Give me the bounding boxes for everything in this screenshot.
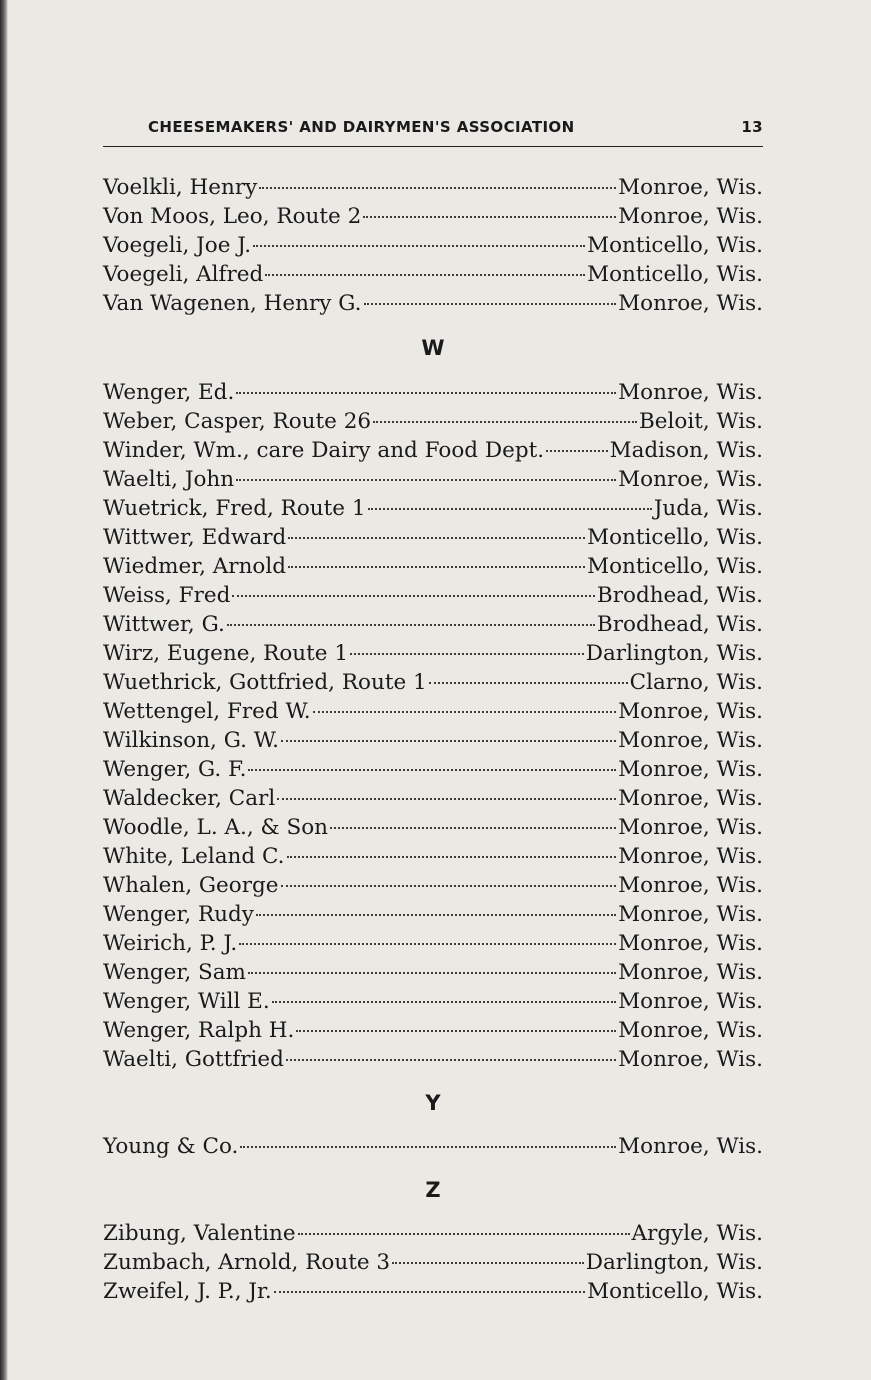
directory-entry <box>103 610 763 639</box>
section-letter-heading: Z <box>425 1178 441 1202</box>
member-location: Darlington, Wis. <box>585 641 763 666</box>
member-location: Monticello, Wis. <box>587 1279 763 1304</box>
member-name: Wenger, G. F. <box>103 757 247 782</box>
dot-leader <box>272 1001 616 1003</box>
dot-leader <box>281 740 616 742</box>
dot-leader <box>259 187 616 189</box>
directory-entry <box>103 929 763 958</box>
member-name: Weirich, P. J. <box>103 931 238 956</box>
header-rule <box>103 146 763 147</box>
directory-entry <box>103 842 763 871</box>
dot-leader <box>363 216 616 218</box>
member-location: Juda, Wis. <box>653 496 763 521</box>
dot-leader <box>392 1262 584 1264</box>
member-location: Monticello, Wis. <box>587 554 763 579</box>
member-location: Monroe, Wis. <box>618 960 763 985</box>
member-name: Waldecker, Carl <box>103 786 276 811</box>
directory-entry <box>103 871 763 900</box>
member-name: Zweifel, J. P., Jr. <box>103 1279 272 1304</box>
directory-entry <box>103 813 763 842</box>
member-location: Monroe, Wis. <box>618 873 763 898</box>
dot-leader <box>274 1291 585 1293</box>
member-name: Wenger, Will E. <box>103 989 270 1014</box>
running-header-title: CHEESEMAKERS' AND DAIRYMEN'S ASSOCIATION <box>148 118 575 136</box>
member-location: Monroe, Wis. <box>618 1047 763 1072</box>
member-name: Von Moos, Leo, Route 2 <box>103 204 362 229</box>
member-location: Beloit, Wis. <box>639 409 763 434</box>
member-name: Young & Co. <box>103 1134 239 1159</box>
member-location: Monroe, Wis. <box>618 380 763 405</box>
directory-entry <box>103 465 763 494</box>
dot-leader <box>253 245 585 247</box>
member-location: Monroe, Wis. <box>618 467 763 492</box>
directory-entry <box>103 987 763 1016</box>
member-name: Wenger, Rudy <box>103 902 254 927</box>
dot-leader <box>248 769 616 771</box>
dot-leader <box>296 1030 616 1032</box>
directory-entry <box>103 639 763 668</box>
directory-entry <box>103 1248 763 1277</box>
dot-leader <box>236 479 616 481</box>
dot-leader <box>232 595 595 597</box>
member-name: Whalen, George <box>103 873 279 898</box>
dot-leader <box>546 450 607 452</box>
directory-entry <box>103 1016 763 1045</box>
directory-entry <box>103 173 763 202</box>
directory-entry <box>103 1045 763 1074</box>
member-location: Monticello, Wis. <box>587 262 763 287</box>
directory-entry <box>103 552 763 581</box>
member-name: Waelti, John <box>103 467 235 492</box>
member-name: Voelkli, Henry <box>103 175 258 200</box>
member-name: White, Leland C. <box>103 844 285 869</box>
directory-entry <box>103 407 763 436</box>
directory-entry <box>103 260 763 289</box>
directory-entry <box>103 523 763 552</box>
member-name: Zumbach, Arnold, Route 3 <box>103 1250 391 1275</box>
directory-entry <box>103 231 763 260</box>
member-location: Monroe, Wis. <box>618 699 763 724</box>
member-name: Woodle, L. A., & Son <box>103 815 329 840</box>
member-name: Zibung, Valentine <box>103 1221 296 1246</box>
member-location: Monticello, Wis. <box>587 233 763 258</box>
dot-leader <box>429 682 628 684</box>
dot-leader <box>281 885 617 887</box>
directory-entry <box>103 378 763 407</box>
dot-leader <box>239 943 616 945</box>
member-location: Clarno, Wis. <box>629 670 763 695</box>
dot-leader <box>364 303 617 305</box>
member-name: Wiedmer, Arnold <box>103 554 287 579</box>
page-binding-edge <box>0 0 8 1380</box>
member-name: Wuethrick, Gottfried, Route 1 <box>103 670 427 695</box>
dot-leader <box>287 856 617 858</box>
member-name: Wuetrick, Fred, Route 1 <box>103 496 366 521</box>
running-header <box>103 118 763 136</box>
directory-entry <box>103 1277 763 1306</box>
dot-leader <box>236 392 616 394</box>
directory-entry <box>103 697 763 726</box>
member-name: Wittwer, G. <box>103 612 225 637</box>
dot-leader <box>298 1233 630 1235</box>
dot-leader <box>373 421 637 423</box>
member-location: Monroe, Wis. <box>618 291 763 316</box>
dot-leader <box>277 798 616 800</box>
member-location: Madison, Wis. <box>609 438 763 463</box>
directory-entry <box>103 494 763 523</box>
dot-leader <box>265 274 585 276</box>
directory-entry <box>103 755 763 784</box>
member-name: Van Wagenen, Henry G. <box>103 291 362 316</box>
member-name: Wenger, Ed. <box>103 380 235 405</box>
member-location: Monroe, Wis. <box>618 1134 763 1159</box>
member-name: Weiss, Fred <box>103 583 231 608</box>
member-name: Voegeli, Joe J. <box>103 233 252 258</box>
member-name: Winder, Wm., care Dairy and Food Dept. <box>103 438 545 463</box>
member-location: Monroe, Wis. <box>618 786 763 811</box>
directory-entry <box>103 784 763 813</box>
member-name: Waelti, Gottfried <box>103 1047 284 1072</box>
dot-leader <box>240 1146 616 1148</box>
member-location: Darlington, Wis. <box>585 1250 763 1275</box>
member-name: Wenger, Ralph H. <box>103 1018 295 1043</box>
member-directory-list <box>103 173 763 1306</box>
dot-leader <box>288 537 585 539</box>
member-location: Monroe, Wis. <box>618 902 763 927</box>
member-location: Brodhead, Wis. <box>596 583 763 608</box>
member-location: Monroe, Wis. <box>618 204 763 229</box>
directory-entry <box>103 202 763 231</box>
member-location: Argyle, Wis. <box>631 1221 763 1246</box>
member-name: Wittwer, Edward <box>103 525 287 550</box>
member-location: Monroe, Wis. <box>618 175 763 200</box>
section-letter-heading: W <box>421 336 445 360</box>
directory-entry <box>103 1132 763 1161</box>
member-location: Brodhead, Wis. <box>596 612 763 637</box>
directory-entry <box>103 668 763 697</box>
member-location: Monroe, Wis. <box>618 989 763 1014</box>
section-letter-heading: Y <box>425 1091 441 1115</box>
member-name: Voegeli, Alfred <box>103 262 264 287</box>
dot-leader <box>330 827 616 829</box>
member-location: Monroe, Wis. <box>618 757 763 782</box>
directory-entry <box>103 1219 763 1248</box>
dot-leader <box>227 624 595 626</box>
dot-leader <box>368 508 652 510</box>
member-name: Wettengel, Fred W. <box>103 699 311 724</box>
dot-leader <box>286 1059 616 1061</box>
directory-entry <box>103 436 763 465</box>
member-location: Monroe, Wis. <box>618 728 763 753</box>
directory-entry <box>103 726 763 755</box>
directory-entry <box>103 900 763 929</box>
dot-leader <box>248 972 616 974</box>
directory-entry <box>103 289 763 318</box>
member-name: Wilkinson, G. W. <box>103 728 279 753</box>
member-location: Monroe, Wis. <box>618 931 763 956</box>
dot-leader <box>350 653 584 655</box>
member-location: Monroe, Wis. <box>618 815 763 840</box>
dot-leader <box>288 566 585 568</box>
member-name: Wirz, Eugene, Route 1 <box>103 641 348 666</box>
dot-leader <box>256 914 616 916</box>
member-location: Monroe, Wis. <box>618 1018 763 1043</box>
member-name: Wenger, Sam <box>103 960 246 985</box>
member-location: Monroe, Wis. <box>618 844 763 869</box>
directory-entry <box>103 958 763 987</box>
member-name: Weber, Casper, Route 26 <box>103 409 372 434</box>
member-location: Monticello, Wis. <box>587 525 763 550</box>
directory-entry <box>103 581 763 610</box>
dot-leader <box>313 711 616 713</box>
page-number: 13 <box>741 118 763 136</box>
